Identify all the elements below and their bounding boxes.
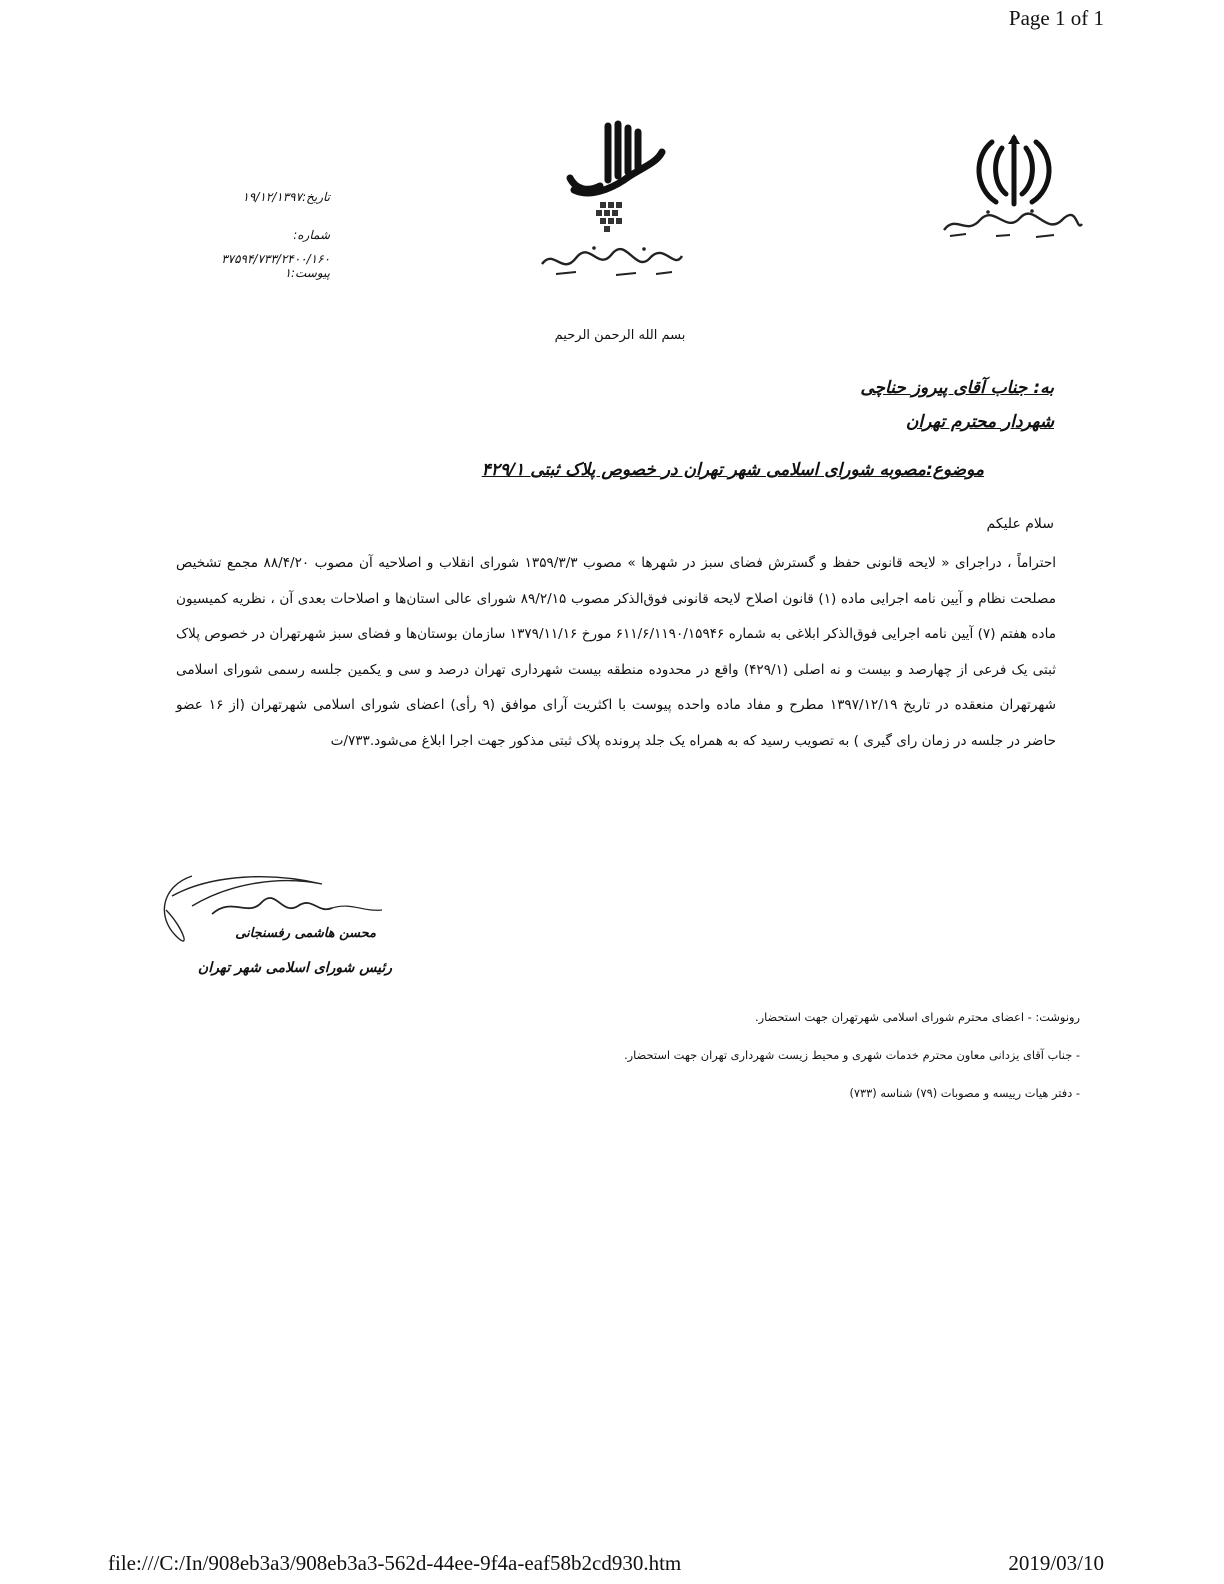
recipient-line: به: جناب آقای پیروز حناچی	[860, 378, 1054, 398]
letter-number-value: ۳۷۵۹۴/۷۳۳/۲۴۰۰/۱۶۰	[221, 252, 330, 266]
footer-date: 2019/03/10	[1008, 1551, 1104, 1575]
signer-name: محسن هاشمی رفسنجانی	[235, 926, 376, 941]
handwritten-signature	[152, 866, 402, 966]
signer-title: رئیس شورای اسلامی شهر تهران	[197, 960, 392, 976]
letter-attachment: پیوست:۱	[284, 266, 330, 280]
council-caption-lettering	[536, 242, 686, 282]
greeting: سلام علیکم	[986, 516, 1054, 532]
letter-body: احتراماً ، دراجرای « لایحه قانونی حفظ و گسترش فضای سبز در شهرها » مصوب ۱۳۵۹/۳/۳ شورای انقلاب و اصلاحیه آن مصوب ۸۸/۴/۲۰ مجمع تشخیص مصلحت نظام و آیین نامه اجرایی ماده (۱) قانون اصلاح لایحه قانونی فوق‌الذکر مصوب ۸۹/۲/۱۵ شورای عالی استان‌ها و اصلاحات بعدی آن ، نظریه کمیسیون ماده هفتم (۷) آیین نامه اجرایی فوق‌الذکر ابلاغی به شماره ۶۱۱/۶/۱۱۹۰/۱۵۹۴۶ مورخ ۱۳۷۹/۱۱/۱۶ سازمان بوستان‌ها و فضای سبز شهرتهران در خصوص پلاک ثبتی یک فرعی از چهارصد و بیست و نه اصلی (۴۲۹/۱) واقع در محدوده منطقه بیست شهرداری تهران درصد و سی و یکمین جلسه رسمی شورای اسلامی شهرتهران منعقده در تاریخ ۱۳۹۷/۱۲/۱۹ مطرح و مفاد ماده واحده پیوست با اکثریت آرای موافق (۹ رأی) اعضای شورای اسلامی شهرتهران (از ۱۶ عضو حاضر در جلسه در زمان رای گیری ) به تصویب رسید که به همراه یک جلد پرونده پلاک ثبتی مذکور جهت اجرا ابلاغ می‌شود.۷۳۳/ت	[176, 555, 1057, 749]
cc-line: - جناب آقای یزدانی معاون محترم خدمات شهری و محیط زیست شهرداری تهران جهت استحضار.	[624, 1048, 1080, 1062]
iran-emblem-icon	[962, 132, 1066, 212]
emblem-caption-lettering	[936, 206, 1086, 242]
recipient-title: شهردار محترم تهران	[905, 412, 1054, 432]
page-number: Page 1 of 1	[1008, 6, 1104, 30]
cc-line: - دفتر هیات رییسه و مصوبات (۷۹) شناسه (۷۳۳)	[849, 1086, 1080, 1100]
tehran-council-logo-icon	[560, 118, 670, 238]
footer-file-path: file:///C:/In/908eb3a3/908eb3a3-562d-44ee-9f4a-eaf58b2cd930.htm	[108, 1551, 682, 1575]
basmala: بسم الله الرحمن الرحیم	[554, 328, 686, 343]
letter-subject: موضوع:مصوبه شورای اسلامی شهر تهران در خصوص پلاک ثبتی ۴۲۹/۱	[481, 460, 984, 480]
cc-line: رونوشت: - اعضای محترم شورای اسلامی شهرتهران جهت استحضار.	[754, 1010, 1080, 1024]
letter-number-label: شماره:	[293, 228, 330, 242]
letter-date: تاریخ:۱۹/۱۲/۱۳۹۷	[242, 190, 330, 204]
